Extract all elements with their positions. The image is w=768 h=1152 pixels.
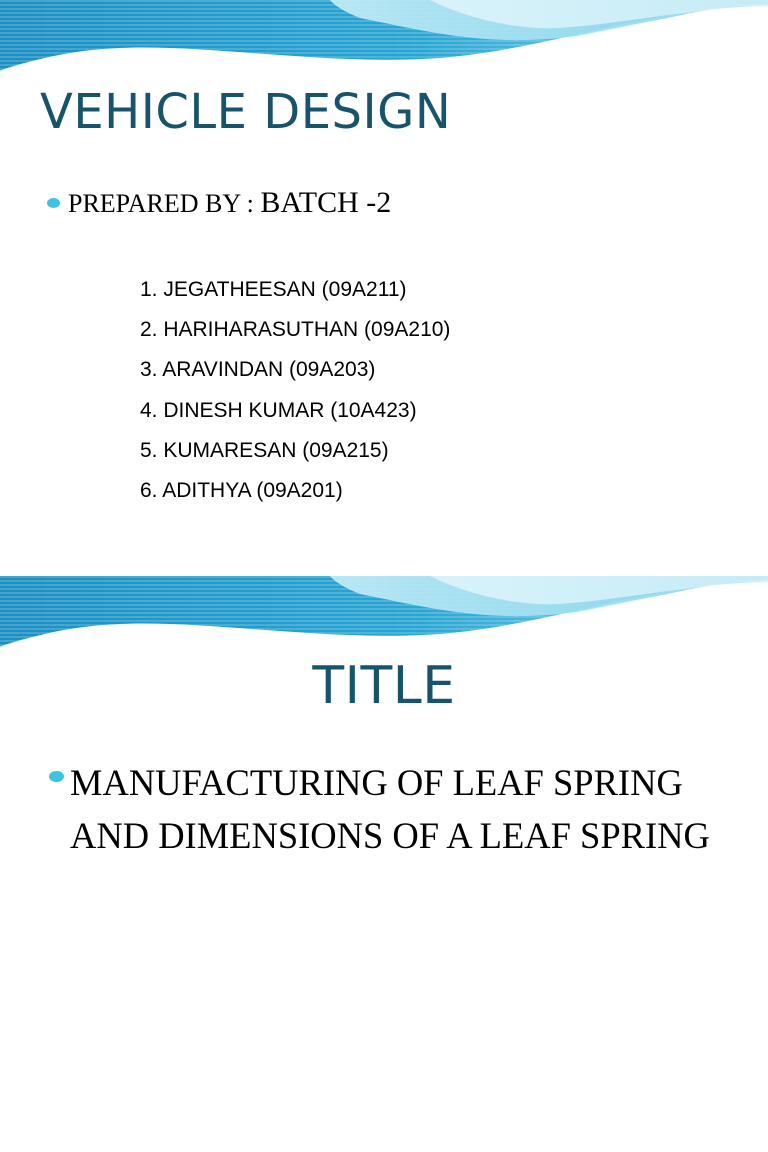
- member-item: 2. HARIHARASUTHAN (09A210): [140, 318, 451, 342]
- topic-text: MANUFACTURING OF LEAF SPRING AND DIMENSIONS OF A LEAF SPRING: [70, 762, 710, 856]
- member-item: 1. JEGATHEESAN (09A211): [140, 278, 407, 301]
- slide-title: VEHICLE DESIGN: [40, 84, 452, 140]
- member-item: 4. DINESH KUMAR (10A423): [140, 398, 417, 422]
- header-wave-decoration: [0, 576, 768, 666]
- prepared-by-line: [68, 186, 391, 220]
- slide-title-topic: [0, 576, 768, 1152]
- batch-label: BATCH -2: [260, 186, 392, 219]
- member-list: [140, 270, 450, 511]
- prepared-by-label: PREPARED BY :: [68, 189, 261, 218]
- bullet-dot-icon: [49, 771, 64, 782]
- member-item: 3. ARAVINDAN (09A203): [140, 358, 376, 382]
- slide-title: TITLE: [312, 656, 456, 716]
- member-item: 6. ADITHYA (09A201): [140, 478, 343, 502]
- member-item: 5. KUMARESAN (09A215): [140, 438, 389, 462]
- bullet-dot-icon: [47, 198, 60, 208]
- header-wave-decoration: [0, 0, 768, 90]
